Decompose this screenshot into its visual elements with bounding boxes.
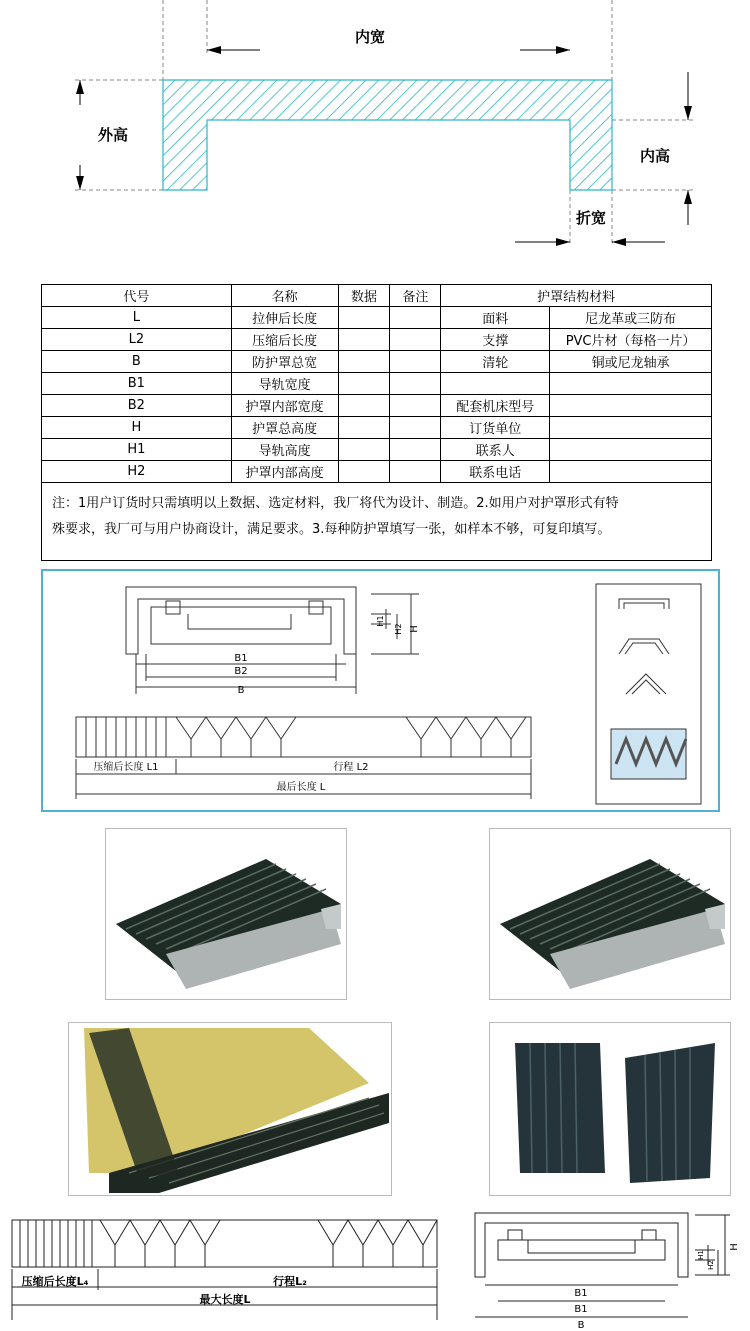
cell-code: B2 xyxy=(42,395,232,417)
cell-m2: 铜或尼龙轴承 xyxy=(550,351,712,373)
header-materials: 护罩结构材料 xyxy=(441,285,712,307)
cell-m2 xyxy=(550,373,712,395)
h2-dim-label: H2 xyxy=(394,623,403,635)
bellows-length-drawing xyxy=(0,1205,450,1331)
cell-name: 拉伸后长度 xyxy=(231,307,338,329)
cell-data xyxy=(338,439,390,461)
cross-section-diagram xyxy=(0,0,750,270)
cell-m2: PVC片材（每格一片） xyxy=(550,329,712,351)
cell-code: B xyxy=(42,351,232,373)
cell-data xyxy=(338,373,390,395)
cell-data xyxy=(338,351,390,373)
table-row xyxy=(42,461,712,483)
cell-code: H xyxy=(42,417,232,439)
cell-name: 防护罩总宽 xyxy=(231,351,338,373)
header-code: 代号 xyxy=(42,285,232,307)
cell-name: 压缩后长度 xyxy=(231,329,338,351)
cell-m2 xyxy=(550,395,712,417)
cell-m2 xyxy=(550,417,712,439)
technical-drawing xyxy=(41,569,720,812)
cover-section-drawing xyxy=(470,1205,750,1331)
table-row xyxy=(42,373,712,395)
cell-note xyxy=(390,439,441,461)
cell-m1: 清轮 xyxy=(441,351,550,373)
table-row xyxy=(42,417,712,439)
cell-m1: 订货单位 xyxy=(441,417,550,439)
cell-m1: 支撑 xyxy=(441,329,550,351)
bottom-compressed-label: 压缩后长度L₄ xyxy=(21,1275,89,1288)
cell-code: L2 xyxy=(42,329,232,351)
b2-dim-label: B2 xyxy=(234,666,248,677)
cell-m2 xyxy=(550,439,712,461)
cell-data xyxy=(338,329,390,351)
cell-name: 导轨宽度 xyxy=(231,373,338,395)
cell-m2 xyxy=(550,461,712,483)
order-note xyxy=(41,483,712,561)
outer-height-label: 外高 xyxy=(97,126,129,144)
cell-code: H2 xyxy=(42,461,232,483)
stroke-label: 行程 L2 xyxy=(333,762,369,773)
bottom-h-label: H xyxy=(729,1243,740,1251)
table-row xyxy=(42,307,712,329)
cell-note xyxy=(390,461,441,483)
h1-dim-label: H1 xyxy=(376,615,385,627)
compressed-length-label: 压缩后长度 L1 xyxy=(93,762,159,773)
cell-note xyxy=(390,395,441,417)
cell-m1: 面料 xyxy=(441,307,550,329)
bottom-h1-label: H1 xyxy=(697,1250,705,1260)
cell-code: B1 xyxy=(42,373,232,395)
cell-m1: 配套机床型号 xyxy=(441,395,550,417)
cell-name: 护罩内部宽度 xyxy=(231,395,338,417)
table-row xyxy=(42,439,712,461)
header-name: 名称 xyxy=(231,285,338,307)
header-note: 备注 xyxy=(390,285,441,307)
table-row xyxy=(42,351,712,373)
cell-name: 护罩内部高度 xyxy=(231,461,338,483)
fold-width-label: 折宽 xyxy=(575,209,607,227)
bottom-h2-label: H2 xyxy=(707,1260,715,1270)
cell-code: L xyxy=(42,307,232,329)
b1-dim-label: B1 xyxy=(234,653,248,664)
cell-name: 导轨高度 xyxy=(231,439,338,461)
cell-note xyxy=(390,329,441,351)
bottom-b-label: B xyxy=(577,1320,585,1331)
bottom-stroke-label: 行程L₂ xyxy=(273,1275,307,1288)
cell-name: 护罩总高度 xyxy=(231,417,338,439)
cell-data xyxy=(338,307,390,329)
table-row xyxy=(42,395,712,417)
note-line-1: 注：1用户订货时只需填明以上数据、选定材料，我厂将代为设计、制造。2.如用户对护罩形式有特 xyxy=(52,496,619,511)
product-photo-3 xyxy=(68,1022,392,1196)
table-header-row xyxy=(42,285,712,307)
cell-data xyxy=(338,417,390,439)
cell-m1: 联系电话 xyxy=(441,461,550,483)
cell-m1: 联系人 xyxy=(441,439,550,461)
cell-data xyxy=(338,395,390,417)
bottom-max-length-label: 最大长度L xyxy=(199,1293,251,1306)
final-length-label: 最后长度 L xyxy=(276,782,326,793)
table-row xyxy=(42,329,712,351)
h-dim-label: H xyxy=(409,625,420,633)
bottom-b1-label-a: B1 xyxy=(574,1288,588,1299)
cell-note xyxy=(390,307,441,329)
cell-code: H1 xyxy=(42,439,232,461)
product-photo-2 xyxy=(489,828,731,1000)
header-data: 数据 xyxy=(338,285,390,307)
b-dim-label: B xyxy=(237,685,245,696)
cell-m2: 尼龙革或三防布 xyxy=(550,307,712,329)
bottom-b1-label-b: B1 xyxy=(574,1304,588,1315)
note-line-2: 殊要求，我厂可与用户协商设计，满足要求。3.每种防护罩填写一张，如样本不够，可复印填写。 xyxy=(52,522,611,537)
cell-m1 xyxy=(441,373,550,395)
spec-table xyxy=(41,284,712,483)
product-photo-4 xyxy=(489,1022,731,1196)
cell-note xyxy=(390,373,441,395)
inner-height-label: 内高 xyxy=(639,147,671,165)
hatched-profile xyxy=(163,80,612,190)
cell-note xyxy=(390,417,441,439)
product-photo-1 xyxy=(105,828,347,1000)
cell-note xyxy=(390,351,441,373)
cell-data xyxy=(338,461,390,483)
inner-width-label: 内宽 xyxy=(354,28,386,46)
